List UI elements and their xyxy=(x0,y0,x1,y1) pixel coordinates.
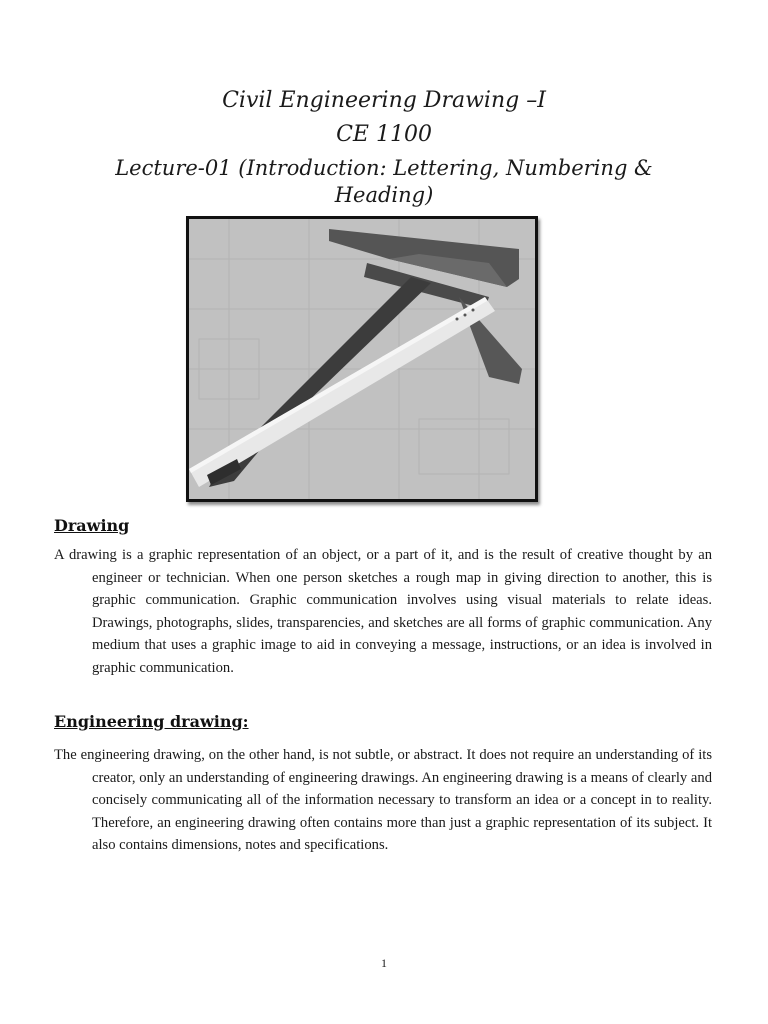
page-number: 1 xyxy=(381,956,387,970)
section-body-engineering-drawing: The engineering drawing, on the other hand, is not subtle, or abstract. It does not require an understanding of its creator, only an understanding of engineering drawings. An engineering drawing is a means of clearly and concisely communicating all of the information necessary to transform an idea or a concept in to reality. Therefore, an engineering drawing often contains more than just a graphic representation of its subject. It also contains dimensions, notes and specifications. xyxy=(54,747,712,854)
section-heading-engineering-drawing: Engineering drawing: xyxy=(54,712,249,731)
section-body-drawing: A drawing is a graphic representation of an object, or a part of it, and is the result of creative thought by an engineer or technician. When one person sketches a rough map in giving direction to another, this is graphic communication. Graphic communication involves using visual materials to relate ideas. Drawings, photographs, slides, transparencies, and sketches are all forms of graphic communication. Any medium that uses a graphic image to aid in conveying a message, instructions, or an idea is involved in graphic communication. xyxy=(54,547,712,676)
section-heading-drawing: Drawing xyxy=(54,516,130,535)
t-square-triangle-photo xyxy=(186,216,538,502)
document-title: Civil Engineering Drawing –I xyxy=(222,88,546,113)
course-code: CE 1100 xyxy=(336,122,432,147)
lecture-title: Lecture-01 (Introduction: Lettering, Numbering & Heading) xyxy=(115,156,653,207)
